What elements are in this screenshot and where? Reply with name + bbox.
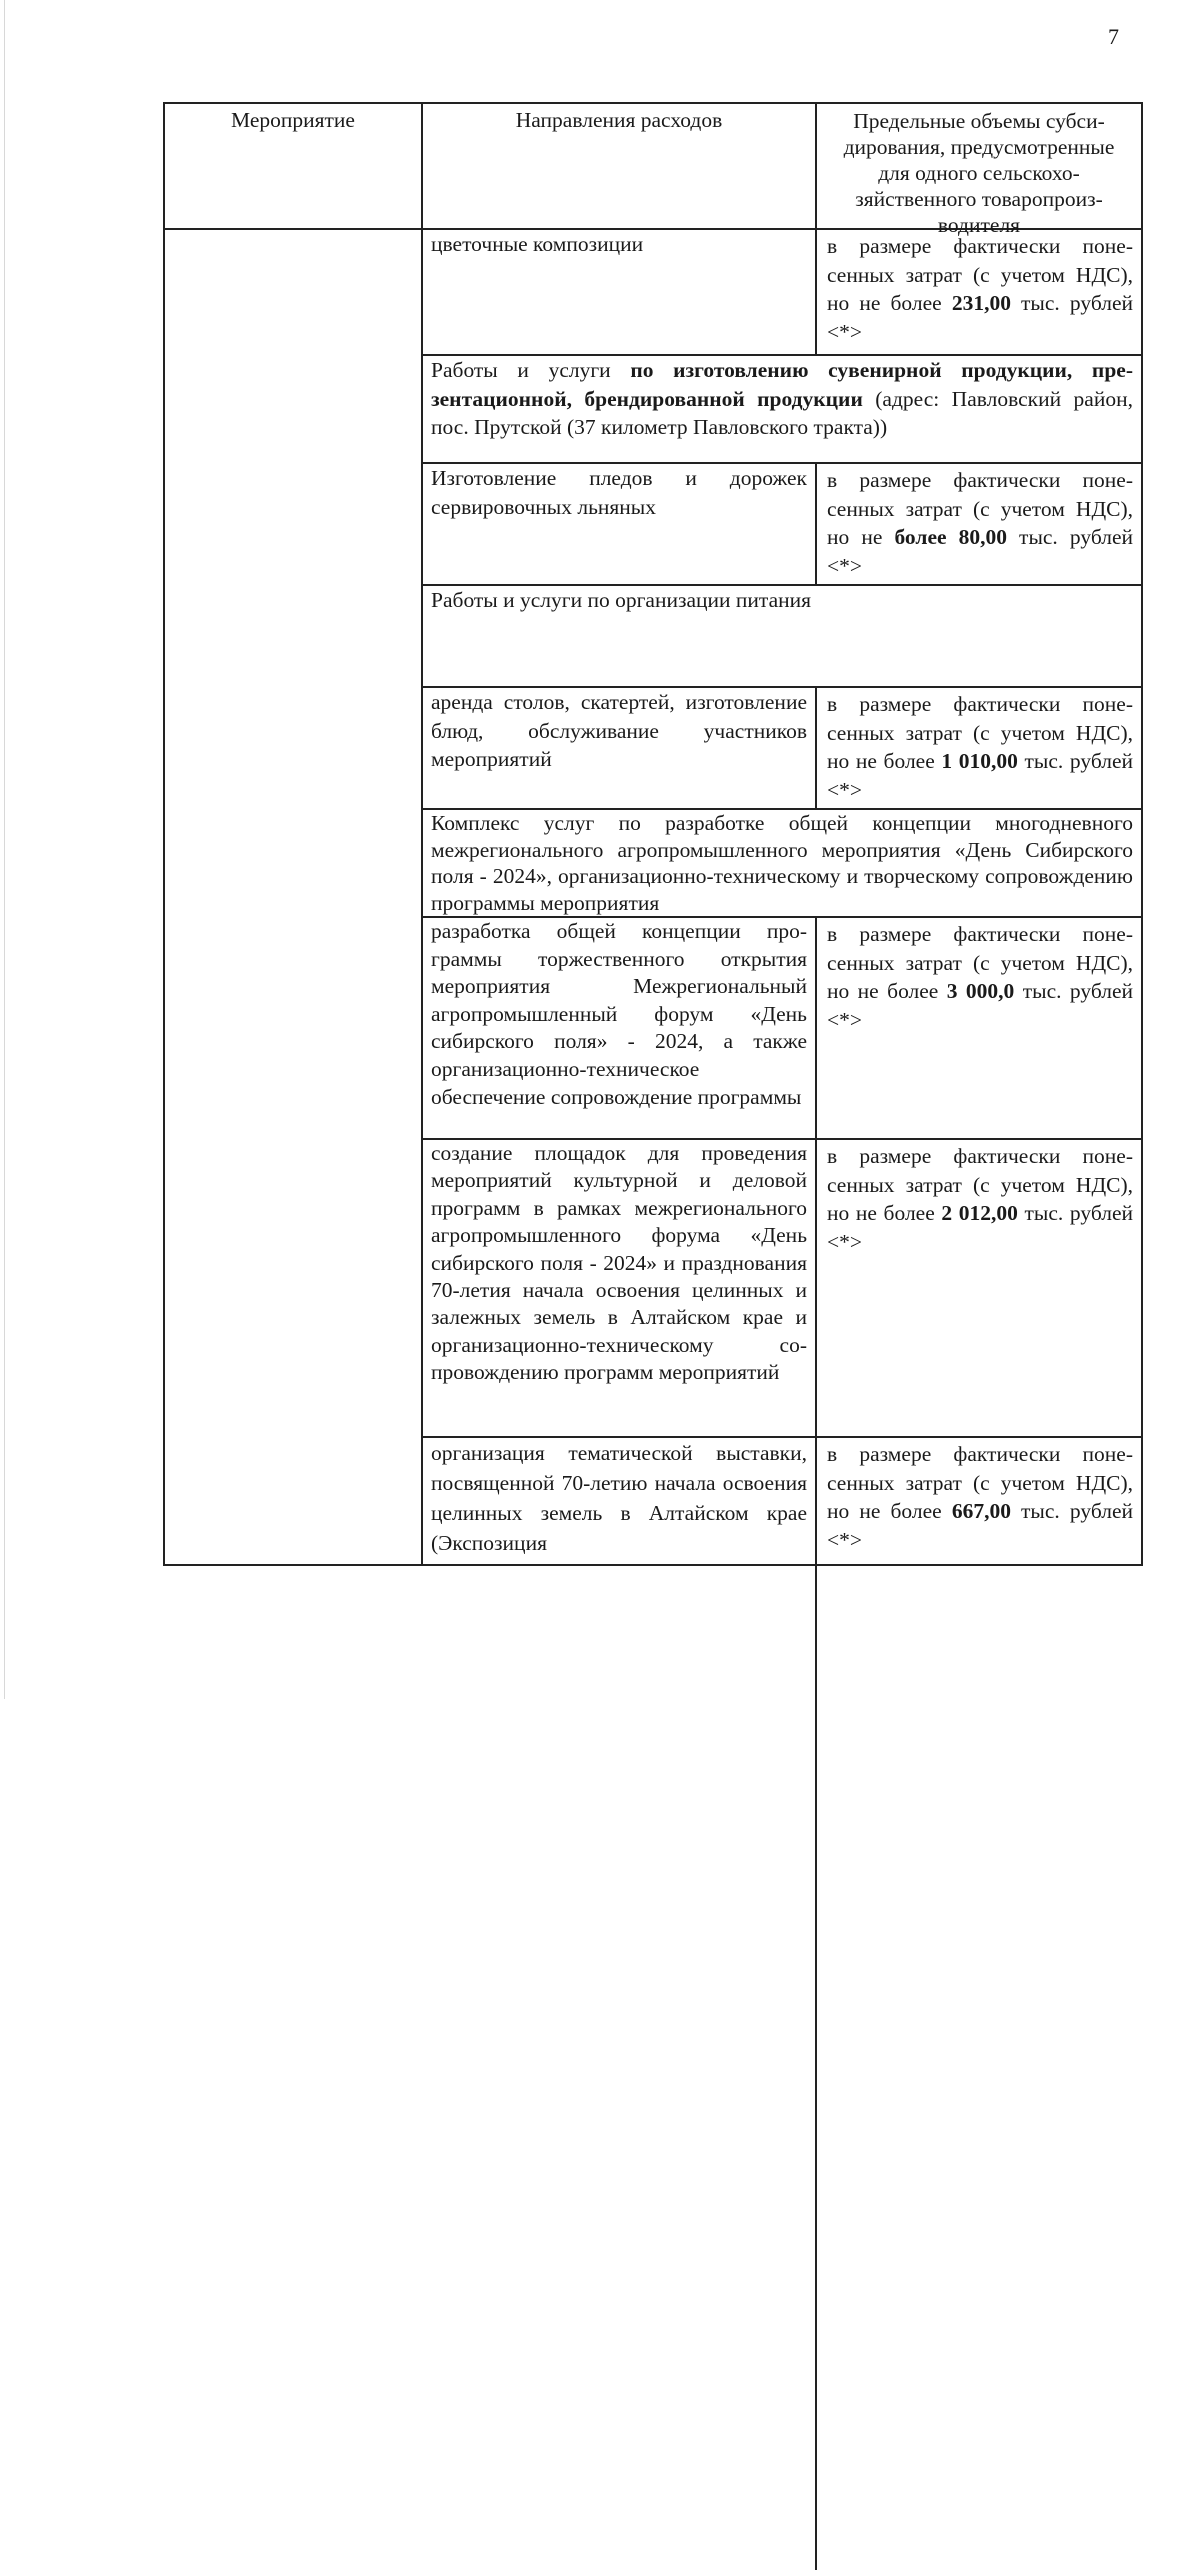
header-limit: Предельные объемы субсидирования, предусмотренные для одного сельскохозяйственного товаропроизводителя: [843, 109, 1115, 237]
limit-text: в размере фактически понесенных затрат (с учетом НДС), но не более: [827, 692, 1133, 773]
header-event: Мероприятие: [231, 108, 355, 132]
direction-cell: Изготовление пледов и дорожек сервировочных льняных: [431, 466, 807, 519]
page-number: 7: [1108, 24, 1119, 49]
section-cell: Работы и услуги по организации питания: [431, 588, 812, 612]
limit-cell: [817, 1440, 1141, 1554]
limit-cell: [817, 1142, 1141, 1256]
direction-cell: организация тематической выставки, посвященной 70-летию начала освоения целинных земель в Алтайском крае (Экспозиция: [431, 1441, 807, 1555]
direction-cell: цветочные композиции: [431, 232, 644, 256]
section-text-bold: по изготовлению сувенирной продукции, презентационной, брендированной продукции: [431, 358, 1133, 411]
section-cell: [423, 356, 1141, 442]
limit-text: в размере фактически понесенных затрат (с учетом НДС), но не более: [827, 1442, 1133, 1523]
limit-amount: 667,00: [951, 1499, 1011, 1523]
limit-suffix: тыс. рублей <*>: [827, 749, 1134, 802]
limit-suffix: тыс. рублей <*>: [827, 291, 1133, 344]
limit-suffix: тыс. рублей <*>: [827, 525, 1133, 578]
limit-text: в размере фактически понесенных затрат (с учетом НДС), но не: [827, 468, 1133, 549]
direction-cell: создание площадок для проведения мероприятий культурной и деловой программ в рамках межрегионального агропромышленного форума «День сибирского поля - 2024» и празднования 70-летия начала освоения целинных и залежных земель в Алтайском крае и организационно-техническому сопровождению программ мероприятий: [431, 1141, 807, 1385]
scan-edge-line: [4, 0, 5, 1699]
section-cell: Комплекс услуг по разработке общей концепции многодневного межрегионального агропромышленного мероприятия «День Сибирского поля - 2024», организационно-техническому и творческому сопровождению программы мероприятия: [431, 811, 1133, 915]
limit-cell: [817, 690, 1141, 804]
limit-cell: [817, 466, 1141, 580]
limit-amount: 2 012,00: [941, 1201, 1018, 1225]
limit-cell: [817, 920, 1141, 1034]
limit-text: в размере фактически понесенных затрат (с учетом НДС), но не более: [827, 234, 1133, 315]
section-text: Работы и услуги: [431, 358, 631, 382]
limit-cell: [817, 232, 1141, 346]
limit-text: в размере фактически понесенных затрат (с учетом НДС), но не более: [827, 1144, 1133, 1225]
limit-amount: 3 000,0: [946, 979, 1015, 1003]
limit-amount: более 80,00: [894, 525, 1007, 549]
direction-cell: разработка общей концепции программы торжественного открытия мероприятия Межрегиональный агропромышленный форум «День сибирского поля» - 2024, а также организационно-техническое обеспечение сопровождение программы: [431, 919, 807, 1109]
limit-amount: 1 010,00: [941, 749, 1018, 773]
limit-suffix: тыс. рублей <*>: [827, 1499, 1133, 1552]
limit-amount: 231,00: [951, 291, 1011, 315]
limit-text: в размере фактически понесенных затрат (с учетом НДС), но не более: [827, 922, 1133, 1003]
header-direction: Направления расходов: [515, 108, 723, 132]
limit-suffix: тыс. рублей <*>: [827, 1201, 1134, 1254]
direction-cell: аренда столов, скатертей, изготовление блюд, обслуживание участников мероприятий: [431, 690, 807, 771]
subsidy-table: [163, 102, 1143, 1566]
section-text-tail: (адрес: Павловский район, пос. Прутской (37 километр Павловского тракта)): [431, 386, 1133, 439]
limit-suffix: тыс. рублей <*>: [827, 979, 1134, 1032]
